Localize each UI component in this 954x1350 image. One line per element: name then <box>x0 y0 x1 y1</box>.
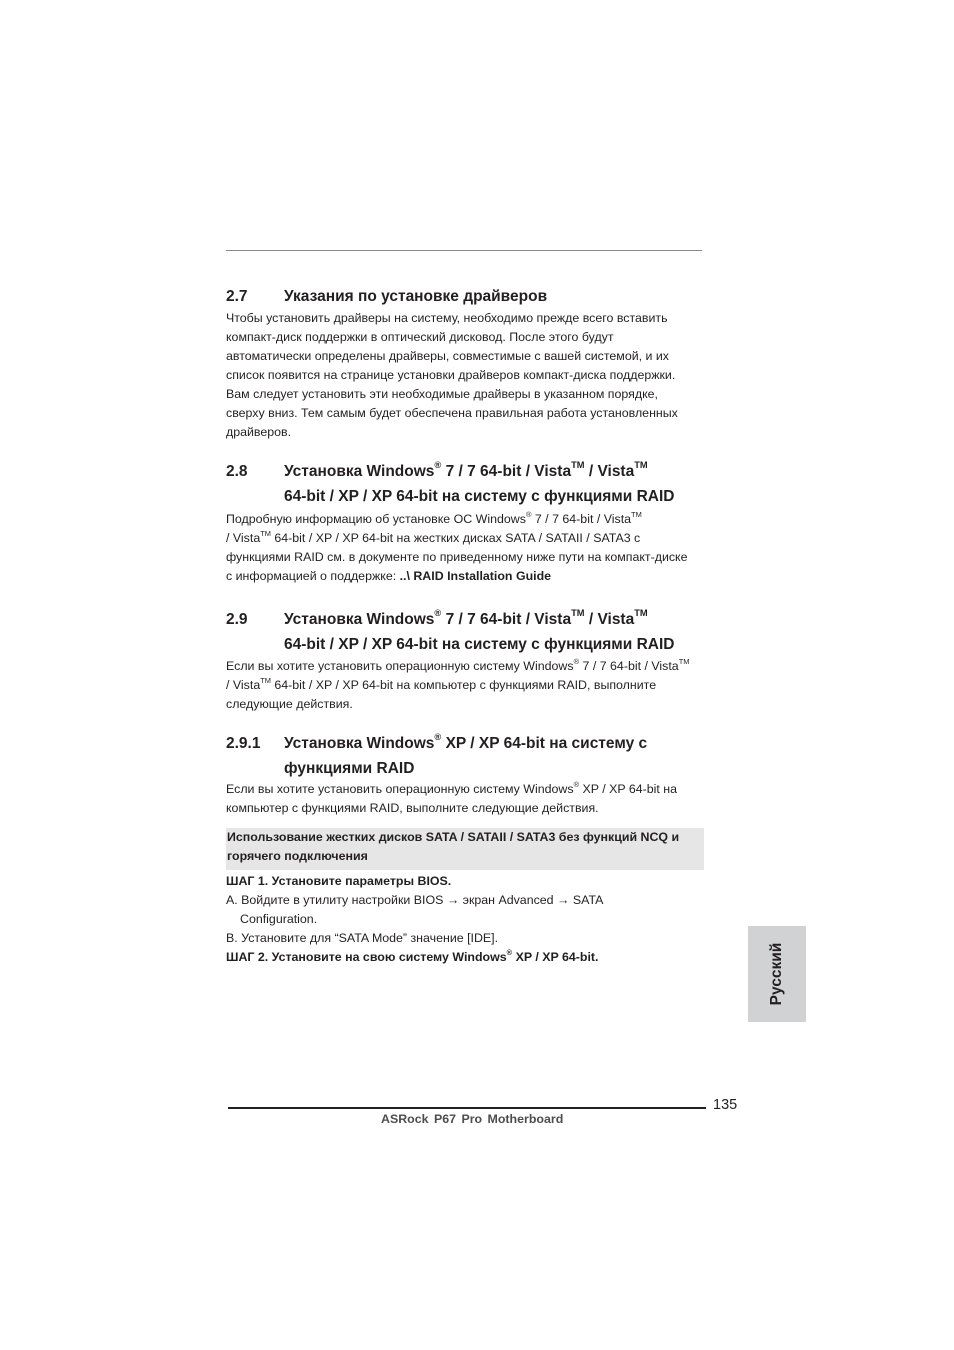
note-line-1: Использование жестких дисков SATA / SATAII / SATA3 без функций NCQ и <box>227 830 680 844</box>
arrow-right-icon: → <box>557 893 570 907</box>
page-number: 135 <box>713 1097 738 1113</box>
paragraph-2-9-1: Если вы хотите установить операционную систему Windows® XP / XP 64-bit на компьютер с функциями RAID, выполните следующие действия. <box>226 779 678 815</box>
step-2: ШАГ 2. Установите на свою систему Windows® XP / XP 64-bit. <box>226 947 599 964</box>
arrow-right-icon: → <box>446 893 460 907</box>
paragraph-2-9: Если вы хотите установить операционную систему Windows® 7 / 7 64-bit / Vista™ / Vista™ 64-bit / XP / XP 64-bit на компьютер с функциями RAID, выполните следующие действия. <box>226 656 690 711</box>
paragraph-2-8: Подробную информацию об установке ОС Windows® 7 / 7 64-bit / Vista™ / Vista™ 64-bit / XP / XP 64-bit на жестких дисках SATA / SATAII / SATA3 с функциями RAID см. в документе по приведенному ниже пути на компакт-диске с информацией о поддержке: ..\ RAID Installation Guide <box>226 509 688 583</box>
paragraph-2-7: Чтобы установить драйверы на систему, необходимо прежде всего вставить компакт-диск поддержки в оптический дисковод. После этого будут автоматически определены драйверы, совместимые с вашей системой, и их список появится на странице установки драйверов компакт-диска поддержки. Вам следует установить эти необходимые драйверы в указанном порядке, сверху вниз. Тем самым будет обеспечена правильная работа установленных драйверов. <box>226 311 678 439</box>
bottom-rule <box>228 1107 706 1109</box>
step-b: B. Установите для “SATA Mode” значение [IDE]. <box>226 931 499 945</box>
language-tab <box>748 926 806 1022</box>
step-1: ШАГ 1. Установите параметры BIOS. <box>226 874 452 888</box>
language-tab-label: Русский <box>768 942 785 1006</box>
step-a: A. Войдите в утилиту настройки BIOS → экран Advanced → SATA <box>226 893 604 907</box>
steps: ШАГ 1. Установите параметры BIOS. A. Войдите в утилиту настройки BIOS → экран Advanced → SATA Configuration. B. Установите для “SATA Mode” значение [IDE]. ШАГ 2. Установите на свою систему Windows® XP / XP 64-bit. <box>226 872 603 967</box>
top-rule <box>226 250 702 251</box>
note-box <box>226 828 704 870</box>
footer-text: ASRock P67 Pro Motherboard <box>381 1112 564 1126</box>
note-line-2: горячего подключения <box>227 849 368 863</box>
